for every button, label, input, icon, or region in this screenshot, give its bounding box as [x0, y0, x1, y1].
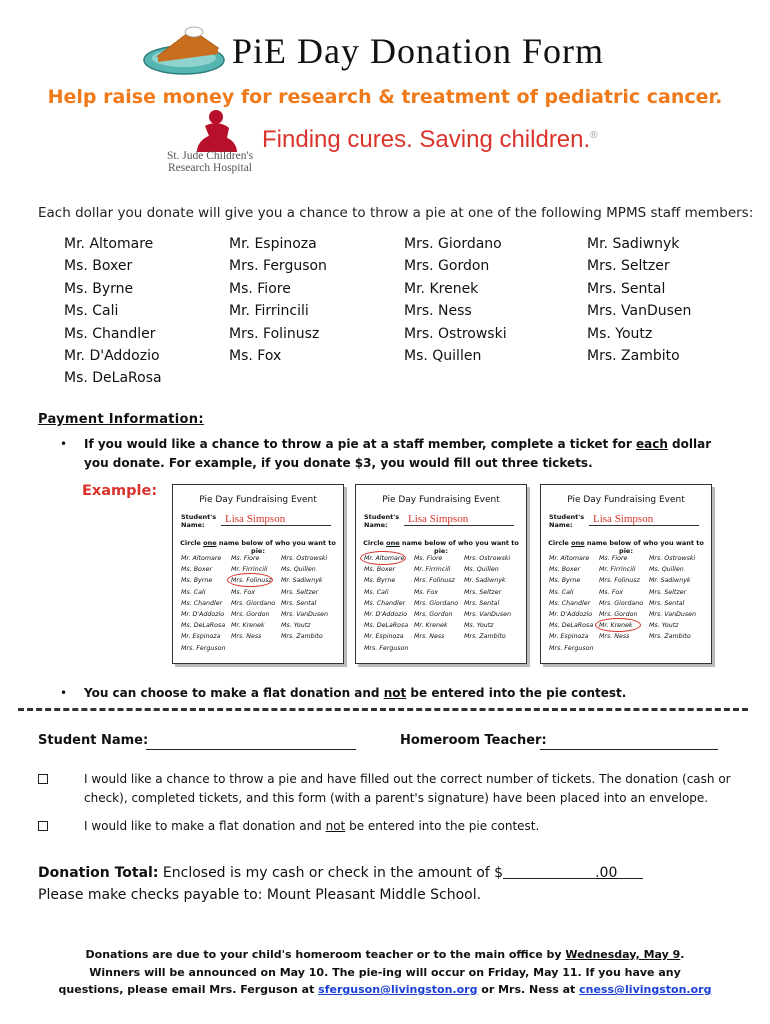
staff-member-name: Mrs. Folinusz — [229, 325, 320, 342]
cut-line — [18, 708, 748, 711]
ticket-staff-name: Mrs. Ferguson — [549, 644, 594, 652]
ticket-staff-name: Mrs. Zambito — [281, 633, 323, 641]
staff-member-name: Ms. Cali — [64, 303, 119, 320]
ticket-name-line — [589, 525, 699, 526]
staff-column-2 — [229, 233, 327, 367]
ticket-staff-name: Mrs. VanDusen — [464, 611, 512, 619]
payment-bullet-2: You can choose to make a flat donation and not be entered into the pie contest. — [84, 686, 627, 700]
ticket-staff-name: Mrs. Giordano — [599, 599, 644, 607]
ticket-staff-name: Mr. D'Addozio — [181, 611, 225, 619]
ticket-staff-name: Ms. Fiore — [231, 555, 260, 562]
ticket-student-label: Student's Name: — [181, 513, 217, 529]
ticket-staff-name: Mr. Altomare — [549, 555, 590, 562]
ticket-staff-name: Ms. DeLaRosa — [549, 622, 594, 630]
ticket-staff-name: Ms. Chandler — [364, 599, 406, 607]
ticket-staff-name: Ms. Byrne — [549, 577, 581, 585]
page-subtitle: Help raise money for research & treatment of pediatric cancer. — [47, 86, 723, 108]
ticket-staff-name: Mrs. Ostrowski — [464, 555, 511, 562]
staff-member-name: Mrs. Zambito — [587, 348, 680, 365]
ticket-staff-name: Mr. Firrincili — [231, 566, 268, 574]
staff-member-name: Ms. DeLaRosa — [64, 370, 162, 387]
staff-member-name: Mrs. Giordano — [404, 236, 502, 252]
ticket-staff-name: Ms. DeLaRosa — [364, 622, 409, 630]
bullet-dot: • — [60, 437, 68, 451]
homeroom-teacher-label: Homeroom Teacher: — [400, 733, 547, 748]
ticket-header: Pie Day Fundraising Event — [567, 495, 685, 505]
ticket-staff-name: Ms. Fiore — [599, 555, 628, 562]
ticket-instructions: Circle one name below of who you want to pie: — [548, 539, 704, 555]
ticket-staff-name: Ms. Cali — [549, 588, 574, 596]
ticket-staff-name: Ms. Fox — [414, 588, 438, 596]
staff-column-4 — [587, 233, 691, 367]
ticket-staff-name: Ms. Youtz — [281, 622, 311, 630]
ticket-staff-name: Mrs. Ness — [231, 633, 262, 641]
ticket-staff-name: Mrs. VanDusen — [649, 611, 697, 619]
ticket-instructions: Circle one name below of who you want to pie: — [363, 539, 519, 555]
tagline: Finding cures. Saving children.® — [262, 126, 598, 153]
ticket-staff-name: Mrs. Ostrowski — [649, 555, 696, 562]
staff-member-name: Mr. Espinoza — [229, 236, 317, 252]
ticket-staff-name: Mrs. Folinusz — [599, 577, 640, 585]
ticket-staff-name: Mrs. Gordon — [599, 611, 638, 619]
staff-member-name: Mr. Firrincili — [229, 303, 309, 320]
ticket-header: Pie Day Fundraising Event — [382, 495, 500, 505]
donation-amount-field[interactable] — [503, 878, 595, 879]
selection-circle — [360, 551, 406, 565]
ticket-staff-name: Ms. Quillen — [281, 566, 316, 574]
ticket-staff-name: Mrs. Folinusz — [414, 577, 455, 585]
tickets-option-text: I would like a chance to throw a pie and have filled out the correct number of tickets. The donation (cash or check), completed tickets, and this form (with a parent's signature) have been placed into an envelope. — [84, 772, 731, 805]
ticket-staff-name: Ms. Youtz — [464, 622, 494, 630]
ticket-staff-name: Ms. Chandler — [181, 599, 223, 607]
ticket-staff-name: Mr. D'Addozio — [364, 611, 408, 619]
ticket-staff-name: Mr. Espinoza — [364, 633, 404, 641]
ticket-staff-name: Mr. Krenek — [414, 622, 448, 630]
donation-total: Donation Total: Enclosed is my cash or check in the amount of $ .00 — [38, 865, 643, 881]
email-link-ferguson[interactable]: sferguson@livingston.org — [318, 983, 478, 996]
staff-member-name: Mr. Altomare — [64, 236, 154, 252]
ticket-staff-name: Mr. Sadiwnyk — [649, 577, 691, 585]
ticket-header: Pie Day Fundraising Event — [199, 495, 317, 505]
payable-text: Please make checks payable to: Mount Pleasant Middle School. — [38, 887, 482, 903]
ticket-staff-name: Mr. Espinoza — [181, 633, 221, 641]
ticket-staff-name: Mr. Krenek — [599, 622, 633, 630]
ticket-staff-name: Mr. Firrincili — [414, 566, 451, 574]
ticket-student-label: Student's Name: — [549, 513, 585, 529]
ticket-staff-name: Ms. DeLaRosa — [181, 622, 226, 630]
example-ticket-1 — [172, 484, 344, 664]
staff-member-name: Mrs. Ostrowski — [404, 325, 507, 342]
student-name-label: Student Name: — [38, 733, 149, 748]
staff-member-name: Mrs. Ness — [404, 303, 472, 320]
ticket-student-name: Lisa Simpson — [408, 513, 469, 525]
ticket-staff-name: Mr. Sadiwnyk — [281, 577, 323, 585]
ticket-staff-name: Mrs. Ness — [414, 633, 445, 641]
ticket-staff-name: Mrs. Ferguson — [181, 644, 226, 652]
payment-heading: Payment Information: — [38, 412, 204, 427]
ticket-staff-name: Ms. Youtz — [649, 622, 679, 630]
student-name-field[interactable] — [146, 748, 356, 750]
ticket-staff-name: Mrs. Ness — [599, 633, 630, 641]
ticket-staff-name: Mrs. Zambito — [464, 633, 506, 641]
example-label: Example: — [82, 483, 158, 499]
ticket-staff-name: Ms. Quillen — [649, 566, 684, 574]
ticket-staff-name: Ms. Fiore — [414, 555, 443, 562]
ticket-staff-name: Mrs. Sental — [649, 599, 685, 607]
ticket-staff-name: Mr. Altomare — [364, 555, 405, 562]
ticket-staff-name: Mr. Espinoza — [549, 633, 589, 641]
ticket-staff-name: Mr. Altomare — [181, 555, 222, 562]
ticket-student-name: Lisa Simpson — [593, 513, 654, 525]
staff-member-name: Mrs. VanDusen — [587, 303, 692, 320]
ticket-staff-name: Ms. Byrne — [181, 577, 213, 585]
staff-member-name: Mr. Sadiwnyk — [587, 236, 680, 252]
ticket-staff-name: Mrs. Sental — [281, 599, 317, 607]
staff-member-name: Ms. Youtz — [587, 325, 653, 342]
staff-column-1 — [64, 233, 162, 390]
page-title: PiE Day Donation Form — [232, 31, 604, 71]
homeroom-teacher-field[interactable] — [540, 748, 718, 750]
ticket-name-line — [221, 525, 331, 526]
bullet-dot: • — [60, 686, 68, 700]
staff-member-name: Mrs. Seltzer — [587, 258, 670, 275]
ticket-staff-name: Ms. Boxer — [549, 566, 581, 574]
staff-member-name: Mr. D'Addozio — [64, 348, 160, 365]
ticket-staff-name: Mrs. Seltzer — [281, 588, 319, 596]
staff-member-name: Ms. Quillen — [404, 348, 482, 365]
ticket-staff-name: Mrs. Folinusz — [231, 577, 272, 585]
flat-donation-checkbox[interactable] — [38, 821, 48, 831]
example-ticket-3 — [540, 484, 712, 664]
staff-member-name: Mrs. Ferguson — [229, 258, 327, 275]
ticket-staff-name: Mr. Krenek — [231, 622, 265, 630]
staff-member-name: Mr. Krenek — [404, 280, 479, 297]
staff-member-name: Ms. Fox — [229, 348, 282, 365]
ticket-staff-name: Mr. Firrincili — [599, 566, 636, 574]
ticket-staff-name: Ms. Cali — [364, 588, 389, 596]
ticket-staff-name: Ms. Cali — [181, 588, 206, 596]
ticket-student-name: Lisa Simpson — [225, 513, 286, 525]
ticket-staff-name: Mrs. Zambito — [649, 633, 691, 641]
staff-member-name: Mrs. Gordon — [404, 258, 490, 275]
staff-member-name: Ms. Boxer — [64, 258, 133, 275]
ticket-instructions: Circle one name below of who you want to pie: — [180, 539, 336, 555]
ticket-staff-name: Mrs. Giordano — [231, 599, 276, 607]
staff-member-name: Ms. Byrne — [64, 280, 134, 297]
ticket-staff-name: Mrs. Ferguson — [364, 644, 409, 652]
flat-donation-option-text: I would like to make a flat donation and not be entered into the pie contest. — [84, 819, 540, 833]
ticket-name-line — [404, 525, 514, 526]
ticket-student-label: Student's Name: — [364, 513, 400, 529]
ticket-staff-name: Ms. Chandler — [549, 599, 591, 607]
staff-member-name: Ms. Chandler — [64, 325, 156, 342]
ticket-staff-name: Mrs. Gordon — [414, 611, 453, 619]
ticket-staff-name: Mrs. Ostrowski — [281, 555, 328, 562]
staff-column-3 — [404, 233, 507, 367]
ticket-staff-name: Ms. Fox — [231, 588, 255, 596]
ticket-staff-name: Mrs. Seltzer — [649, 588, 687, 596]
ticket-staff-name: Mrs. Sental — [464, 599, 500, 607]
st-jude-logo-figure — [193, 108, 239, 154]
ticket-staff-name: Mrs. Giordano — [414, 599, 459, 607]
ticket-staff-name: Mrs. Seltzer — [464, 588, 502, 596]
footer-notice: Donations are due to your child's homeroom teacher or to the main office by Wednesday, May 9. Winners will be announced on May 10. The pie-ing will occur on Friday, May 11. If you have any questions, please email Mrs. Ferguson at sferguson@livingston.org or Mrs. Ness at cness@livingston.org — [58, 948, 712, 996]
ticket-staff-name: Mr. D'Addozio — [549, 611, 593, 619]
ticket-staff-name: Ms. Boxer — [181, 566, 213, 574]
ticket-staff-name: Ms. Byrne — [364, 577, 396, 585]
hospital-name: St. Jude Children's Research Hospital — [166, 150, 254, 174]
ticket-staff-name: Mr. Sadiwnyk — [464, 577, 506, 585]
staff-member-name: Ms. Fiore — [229, 280, 291, 297]
pie-icon — [142, 18, 232, 80]
intro-text: Each dollar you donate will give you a chance to throw a pie at one of the following MPMS staff members: — [38, 205, 754, 221]
tickets-checkbox[interactable] — [38, 774, 48, 784]
staff-member-name: Mrs. Sental — [587, 280, 666, 297]
payment-bullet-1: If you would like a chance to throw a pie at a staff member, complete a ticket for each dollar you donate. For example, if you donate $3, you would fill out three tickets. — [84, 437, 712, 470]
example-ticket-2 — [355, 484, 527, 664]
email-link-ness[interactable]: cness@livingston.org — [579, 983, 712, 996]
ticket-staff-name: Ms. Quillen — [464, 566, 499, 574]
ticket-staff-name: Mrs. Gordon — [231, 611, 270, 619]
ticket-staff-name: Ms. Fox — [599, 588, 623, 596]
ticket-staff-name: Ms. Boxer — [364, 566, 396, 574]
ticket-staff-name: Mrs. VanDusen — [281, 611, 329, 619]
